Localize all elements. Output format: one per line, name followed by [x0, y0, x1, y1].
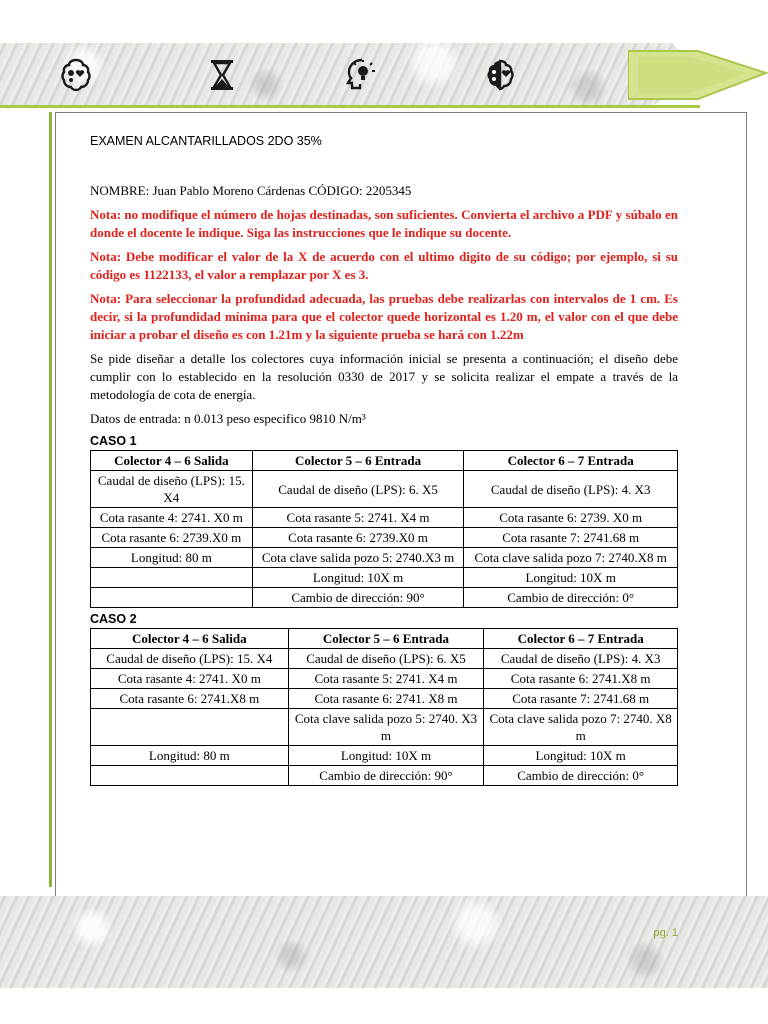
caso-2-label: CASO 2 [90, 612, 137, 626]
table-cell: Cota rasante 6: 2741. X8 m [288, 689, 484, 709]
table-row [91, 746, 678, 766]
table-row [91, 709, 678, 746]
note-depth-intervals: Nota: Para seleccionar la profundidad adecuada, las pruebas debe realizarlas con intervalos de 1 cm. Es decir, si la profundidad mínima para que el colector quede horizontal es 1.20 m, el valor con el que debe iniciar a probar el diseño es con 1.21m y la siguiente prueba se hará con 1.22m [90, 291, 678, 342]
column-header: Colector 5 – 6 Entrada [252, 451, 464, 471]
table-row [91, 528, 678, 548]
caso-2-table [90, 628, 678, 786]
table-cell: Cota rasante 6: 2741.X8 m [484, 669, 678, 689]
table-header-row [91, 451, 678, 471]
table-cell: Cota clave salida pozo 5: 2740. X3 m [288, 709, 484, 746]
table-cell: Cota rasante 4: 2741. X0 m [91, 508, 253, 528]
table-cell: Caudal de diseño (LPS): 4. X3 [464, 471, 678, 508]
table-cell: Cota rasante 7: 2741.68 m [464, 528, 678, 548]
table-cell: Caudal de diseño (LPS): 6. X5 [288, 649, 484, 669]
left-accent-rule [49, 112, 52, 887]
caso-1-table [90, 450, 678, 608]
table-cell: Cota rasante 6: 2741.X8 m [91, 689, 289, 709]
student-name-line: NOMBRE: Juan Pablo Moreno Cárdenas CÓDIGO: 2205345 [90, 183, 412, 198]
table-cell: Longitud: 80 m [91, 746, 289, 766]
table-cell: Cota rasante 5: 2741. X4 m [288, 669, 484, 689]
hourglass-icon [204, 57, 240, 93]
table-cell: Cota clave salida pozo 7: 2740.X8 m [464, 548, 678, 568]
head-lightbulb-icon [342, 57, 378, 93]
table-cell: Cota rasante 4: 2741. X0 m [91, 669, 289, 689]
table-cell: Caudal de diseño (LPS): 4. X3 [484, 649, 678, 669]
document-body [90, 128, 678, 786]
table-row [91, 689, 678, 709]
input-data-line: Datos de entrada: n 0.013 peso especifico 9810 N/m³ [90, 411, 366, 426]
table-cell: Cota rasante 6: 2739.X0 m [252, 528, 464, 548]
header-accent-rule [0, 105, 700, 108]
column-header: Colector 4 – 6 Salida [91, 451, 253, 471]
table-cell: Longitud: 10X m [484, 746, 678, 766]
table-row [91, 471, 678, 508]
table-cell: Cota rasante 5: 2741. X4 m [252, 508, 464, 528]
caso-1-label: CASO 1 [90, 434, 137, 448]
table-cell: Cambio de dirección: 0° [464, 588, 678, 608]
header-arrow-decoration [628, 43, 768, 107]
design-paragraph: Se pide diseñar a detalle los colectores cuya información inicial se presenta a continuación; el diseño debe cumplir con lo establecido en la resolución 0330 de 2017 y se solicita realizar el empate a través de la metodología de cota de energía. [90, 351, 678, 402]
table-row [91, 649, 678, 669]
note-x-value: Nota: Debe modificar el valor de la X de acuerdo con el ultimo digito de su código; por ejemplo, si su código es 1122133, el valor a remplazar por X es 3. [90, 249, 678, 282]
table-cell: Cota clave salida pozo 5: 2740.X3 m [252, 548, 464, 568]
table-cell: Cambio de dirección: 90° [252, 588, 464, 608]
table-row [91, 588, 678, 608]
table-cell: Longitud: 10X m [288, 746, 484, 766]
table-cell: Caudal de diseño (LPS): 15. X4 [91, 649, 289, 669]
table-cell [91, 766, 289, 786]
header-band [0, 43, 768, 107]
table-row [91, 548, 678, 568]
note-pages: Nota: no modifique el número de hojas destinadas, son suficientes. Convierta el archivo a PDF y súbalo en donde el docente le indique. Siga las instrucciones que le indique su docente. [90, 207, 678, 240]
table-cell: Cota rasante 6: 2739.X0 m [91, 528, 253, 548]
column-header: Colector 6 – 7 Entrada [464, 451, 678, 471]
table-cell [91, 588, 253, 608]
table-row [91, 766, 678, 786]
table-cell [91, 709, 289, 746]
column-header: Colector 6 – 7 Entrada [484, 629, 678, 649]
table-cell: Longitud: 10X m [252, 568, 464, 588]
table-header-row [91, 629, 678, 649]
table-cell: Longitud: 80 m [91, 548, 253, 568]
column-header: Colector 5 – 6 Entrada [288, 629, 484, 649]
table-cell: Cota clave salida pozo 7: 2740. X8 m [484, 709, 678, 746]
table-row [91, 508, 678, 528]
table-cell: Cambio de dirección: 90° [288, 766, 484, 786]
brain-gears-icon [58, 57, 94, 93]
table-cell: Caudal de diseño (LPS): 6. X5 [252, 471, 464, 508]
table-cell: Caudal de diseño (LPS): 15. X4 [91, 471, 253, 508]
table-row [91, 669, 678, 689]
exam-title: EXAMEN ALCANTARILLADOS 2DO 35% [90, 134, 322, 148]
column-header: Colector 4 – 6 Salida [91, 629, 289, 649]
page-number: pg. 1 [653, 927, 678, 939]
brain-heart-icon [482, 57, 518, 93]
footer-marble-texture [0, 896, 768, 988]
table-cell: Cambio de dirección: 0° [484, 766, 678, 786]
table-cell: Longitud: 10X m [464, 568, 678, 588]
table-row [91, 568, 678, 588]
table-cell: Cota rasante 7: 2741.68 m [484, 689, 678, 709]
table-cell: Cota rasante 6: 2739. X0 m [464, 508, 678, 528]
table-cell [91, 568, 253, 588]
